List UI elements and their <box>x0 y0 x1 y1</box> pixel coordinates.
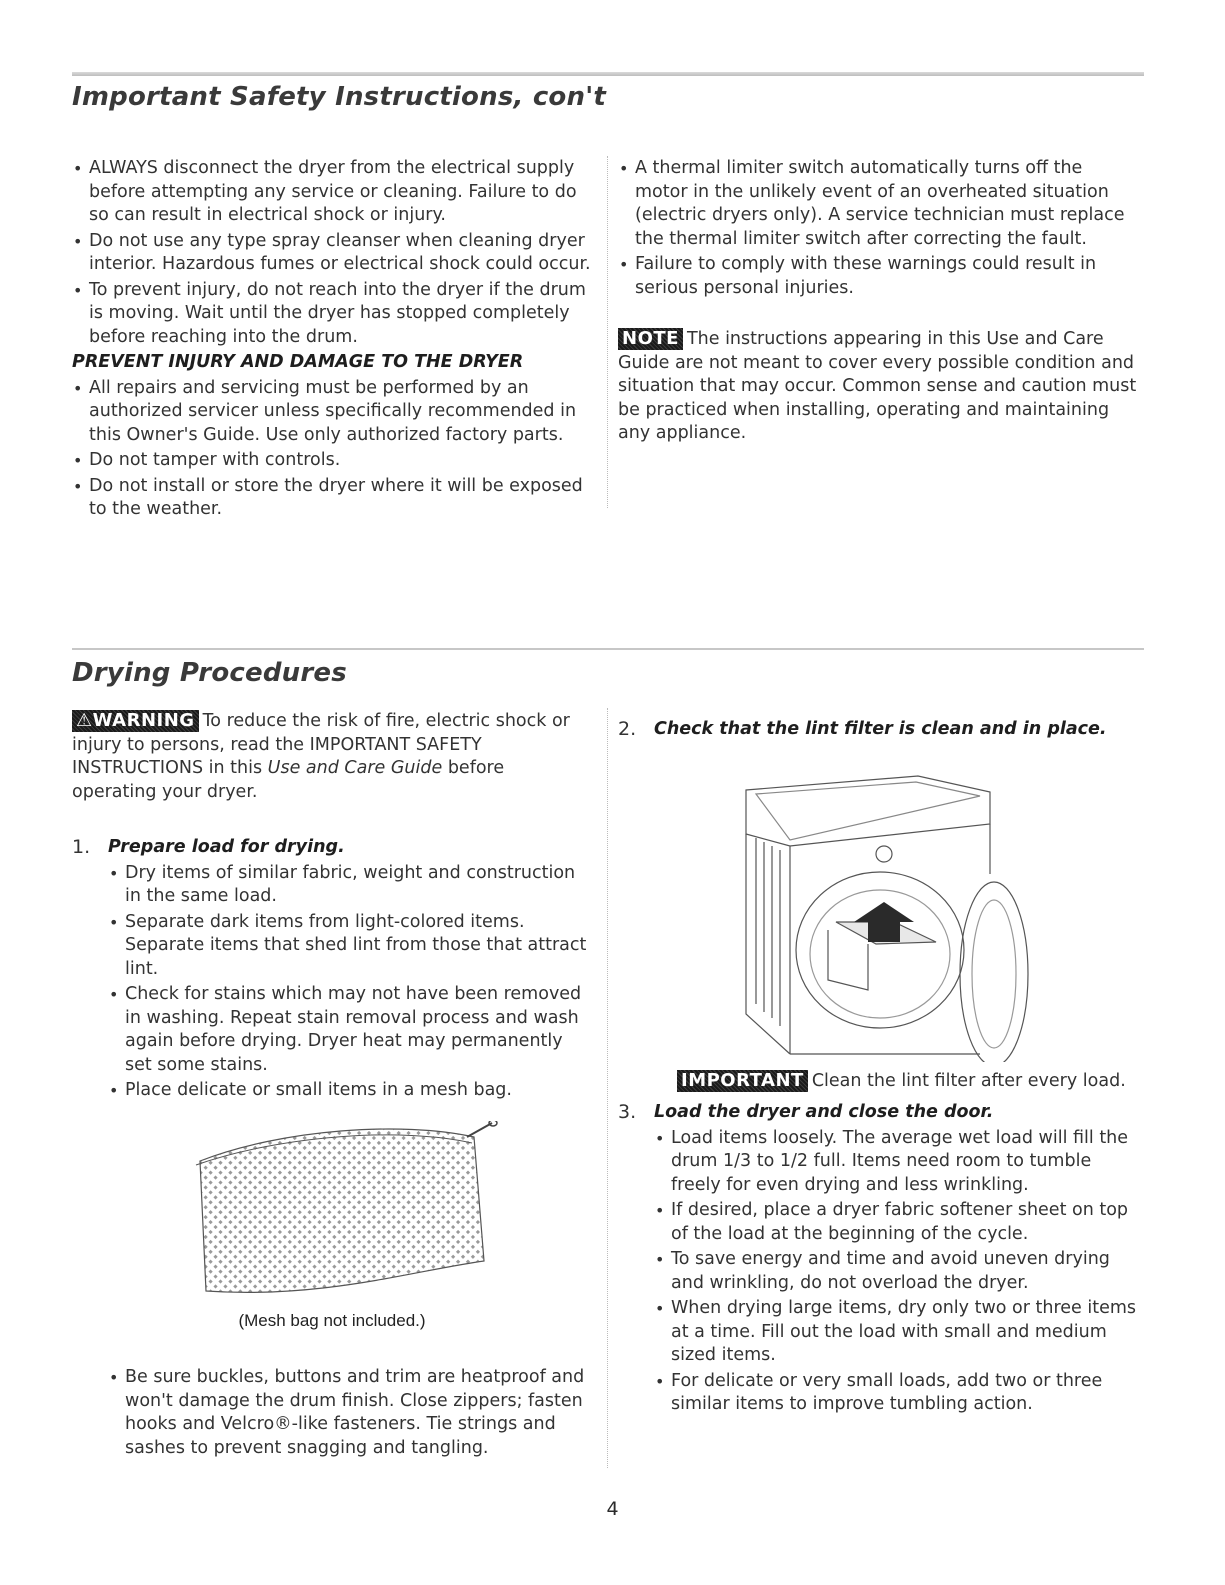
note-text: The instructions appearing in this Use and Care Guide are not meant to cover every possible condition and situation that may occur. Common sense and caution must be practiced when installing, operating and maintaining any appliance. <box>618 329 1137 443</box>
step-number: 3. <box>618 1101 637 1123</box>
dryer-illustration <box>618 754 1138 1062</box>
warning-triangle-icon: ⚠ <box>76 710 93 731</box>
safety-right-column <box>618 157 1138 446</box>
step-3 <box>618 1101 1138 1417</box>
bullet-item: • ALWAYS disconnect the dryer from the electrical supply before attempting any service or cleaning. Failure to do so can result in electrical shock or injury. <box>72 157 592 228</box>
step-number: 2. <box>618 718 637 740</box>
bullet-item: • Do not use any type spray cleanser when cleaning dryer interior. Hazardous fumes or electrical shock could occur. <box>72 230 592 277</box>
bullet-item: • To prevent injury, do not reach into the dryer if the drum is moving. Wait until the dryer has stopped completely before reaching into the drum. <box>72 279 592 350</box>
warning-italic-text: Use and Care Guide <box>267 758 443 778</box>
bullet-item: • Do not install or store the dryer where it will be exposed to the weather. <box>72 475 592 522</box>
important-badge: IMPORTANT <box>677 1070 808 1092</box>
step-title: Prepare load for drying. <box>108 837 345 857</box>
warning-badge <box>72 710 199 732</box>
section-title-safety: Important Safety Instructions, con't <box>72 82 606 112</box>
bullet-item: • Be sure buckles, buttons and trim are heatproof and won't damage the drum finish. Close zippers; fasten hooks and Velcro®-like fasteners. Tie strings and sashes to prevent snagging and tangling. <box>108 1366 592 1460</box>
top-rule <box>72 72 1144 76</box>
warning-paragraph <box>72 710 592 804</box>
column-divider-bottom <box>607 708 608 1468</box>
bullet-item: • When drying large items, dry only two or three items at a time. Fill out the load with small and medium sized items. <box>654 1297 1138 1368</box>
bullet-item: • Check for stains which may not have been removed in washing. Repeat stain removal process and wash again before drying. Dryer heat may permanently set some stains. <box>108 983 592 1077</box>
section-title-drying: Drying Procedures <box>72 658 347 688</box>
drying-left-column <box>72 710 592 1462</box>
bullet-item: • To save energy and time and avoid uneven drying and wrinkling, do not overload the dryer. <box>654 1248 1138 1295</box>
bullet-item: • Load items loosely. The average wet load will fill the drum 1/3 to 1/2 full. Items need room to tumble freely for even drying and less wrinkling. <box>654 1127 1138 1198</box>
step-2 <box>618 718 1138 742</box>
step-1-continued <box>72 1366 592 1460</box>
bullet-item: • A thermal limiter switch automatically turns off the motor in the unlikely event of an overheated situation (electric dryers only). A service technician must replace the thermal limiter switch after correcting the fault. <box>618 157 1138 251</box>
important-text: Clean the lint filter after every load. <box>811 1070 1126 1091</box>
middle-rule <box>72 648 1144 650</box>
important-paragraph <box>618 1070 1138 1094</box>
step-title: Load the dryer and close the door. <box>654 1102 994 1122</box>
step-title: Check that the lint filter is clean and in place. <box>654 719 1107 739</box>
bullet-item: • Do not tamper with controls. <box>72 449 592 473</box>
bullet-item: • All repairs and servicing must be performed by an authorized servicer unless specifically recommended in this Owner's Guide. Use only authorized factory parts. <box>72 377 592 448</box>
mesh-bag-illustration <box>72 1121 592 1305</box>
column-divider-top <box>607 156 608 508</box>
step-1 <box>72 836 592 1103</box>
note-badge: NOTE <box>618 328 683 350</box>
bullet-item: • Failure to comply with these warnings could result in serious personal injuries. <box>618 253 1138 300</box>
note-paragraph <box>618 328 1138 446</box>
page-number: 4 <box>606 1498 619 1520</box>
warning-text-end: before operating your dryer. <box>72 758 505 802</box>
subheading-prevent-injury: PREVENT INJURY AND DAMAGE TO THE DRYER <box>72 352 524 372</box>
bullet-item: • Place delicate or small items in a mesh bag. <box>108 1079 592 1103</box>
mesh-bag-icon <box>72 1121 592 1305</box>
bullet-item: • Separate dark items from light-colored items. Separate items that shed lint from those that attract lint. <box>108 911 592 982</box>
bullet-item: • Dry items of similar fabric, weight and construction in the same load. <box>108 862 592 909</box>
bullet-item: • For delicate or very small loads, add two or three similar items to improve tumbling action. <box>654 1370 1138 1417</box>
dryer-lint-filter-icon <box>618 754 1138 1062</box>
safety-left-column <box>72 157 592 524</box>
warning-text: To reduce the risk of fire, electric shock or injury to persons, read the IMPORTANT SAFETY INSTRUCTIONS in this <box>72 711 570 778</box>
mesh-bag-caption: (Mesh bag not included.) <box>238 1310 426 1330</box>
drying-right-column <box>618 718 1138 1419</box>
warning-badge-label: WARNING <box>92 710 195 731</box>
bullet-item: • If desired, place a dryer fabric softener sheet on top of the load at the beginning of the cycle. <box>654 1199 1138 1246</box>
step-number: 1. <box>72 836 91 858</box>
